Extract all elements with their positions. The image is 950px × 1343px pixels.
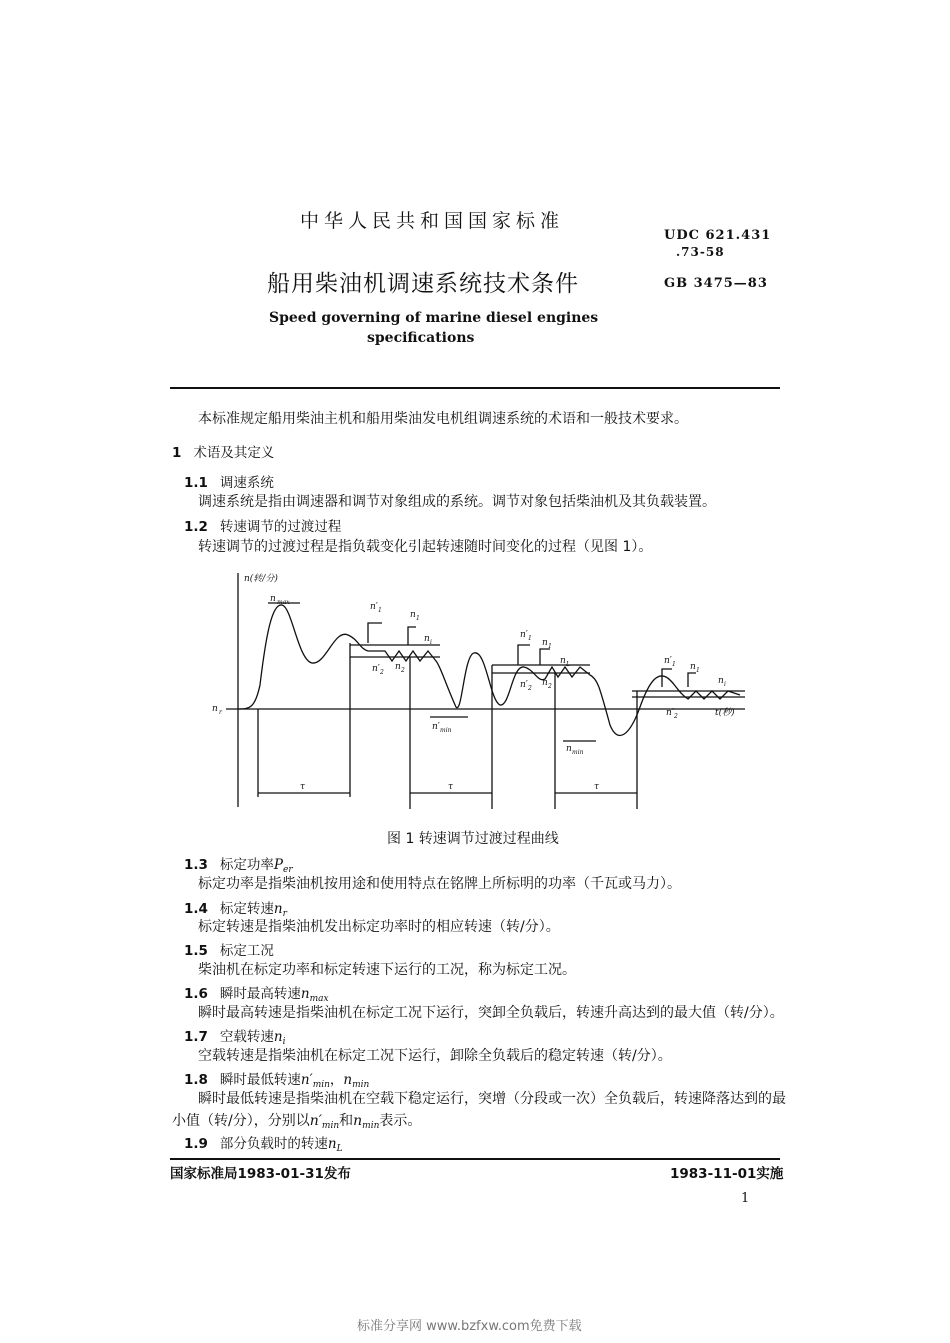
item-symbol-2: n: [343, 1072, 353, 1088]
tau-label-3: τ: [594, 782, 599, 792]
item-number: 1.9: [184, 1136, 208, 1152]
n1-prime-label-sub: 1: [378, 607, 382, 614]
item-symbol-sub: er: [283, 865, 293, 875]
tau-label-2: τ: [448, 782, 453, 792]
item-heading: [184, 982, 329, 1004]
n2-prime-label-2: n′: [520, 680, 528, 690]
item-symbol-sub: L: [336, 1144, 343, 1154]
n2-prime-label-sub: 2: [380, 669, 384, 676]
n1-prime-label-2-sub: 1: [528, 635, 532, 642]
item-symbol: n′: [300, 1072, 313, 1088]
nL-label: n: [560, 656, 566, 666]
n1-label-3-sub: 1: [696, 667, 700, 674]
item-title: 调速系统: [219, 475, 274, 491]
n2-prime-label-3-sub: 2: [674, 713, 678, 720]
item-inline-symbol-2-sub: min: [362, 1121, 380, 1131]
ni-label-2-sub: i: [724, 681, 726, 688]
n1-prime-label: n′: [370, 602, 378, 612]
item-text: 转速调节的过渡过程是指负载变化引起转速随时间变化的过程（见图 1）。: [198, 539, 653, 555]
item-number: 1.6: [184, 986, 208, 1002]
x-axis-label: t(秒): [715, 708, 735, 718]
item-number: 1.5: [184, 943, 208, 959]
item-symbol: P: [273, 857, 284, 873]
watermark-text: 标准分享网 www.bzfxw.com免费下载: [357, 1319, 582, 1334]
ni-label-2: n: [718, 676, 724, 686]
item-title: 标定功率: [219, 857, 274, 873]
item-title: 瞬时最高转速: [219, 986, 301, 1002]
item-text-part: 表示。: [379, 1113, 422, 1129]
item-text: 调速系统是指由调速器和调节对象组成的系统。调节对象包括柴油机及其负载装置。: [198, 494, 716, 510]
issued-date: 国家标准局1983-01-31发布: [170, 1166, 351, 1182]
n2-label-2: n: [542, 678, 548, 688]
item-heading: [184, 853, 293, 875]
item-heading: 1.8 瞬时最低转速$n'_{min}$，$n_{min}$: [184, 1072, 370, 1090]
item-heading: [184, 1025, 286, 1047]
item-text: 标定转速是指柴油机发出标定功率时的相应转速（转/分）。: [198, 919, 560, 935]
document-title-en: Speed governing of marine diesel engines: [269, 310, 599, 326]
item-inline-symbol-sub: min: [321, 1121, 340, 1131]
document-title-en-cont: specifications: [367, 330, 475, 346]
item-number: 1.3: [184, 857, 208, 873]
n1-label: n: [410, 610, 416, 620]
nmax-label: n: [270, 594, 276, 604]
n2-prime-label-2-sub: 2: [528, 685, 532, 692]
nmin-label: n: [566, 744, 572, 754]
item-heading: [184, 471, 274, 491]
n1-prime-label-3: n′: [664, 656, 672, 666]
item-text: 空载转速是指柴油机在标定工况下运行，卸除全负载后的稳定转速（转/分）。: [198, 1048, 672, 1064]
figure-caption: 图 1 转速调节过渡过程曲线: [387, 831, 559, 847]
item-symbol-sub: min: [312, 1080, 330, 1090]
n1-prime-label-2: n′: [520, 630, 528, 640]
nr-label-sub: r: [219, 709, 222, 716]
y-axis-label: n(转/分): [244, 574, 278, 584]
nmax-label-sub: max: [277, 599, 290, 606]
nmin-label-sub: min: [572, 749, 584, 756]
item-symbol-2-sub: min: [352, 1080, 370, 1090]
item-number: 1.7: [184, 1029, 208, 1045]
nr-label: n: [212, 704, 218, 714]
document-title-cn: 船用柴油机调速系统技术条件: [267, 271, 579, 297]
n1-label-2-sub: 1: [548, 643, 552, 650]
n1-label-2: n: [542, 638, 548, 648]
item-title: 标定工况: [219, 943, 274, 959]
item-text-cont: [172, 1110, 421, 1131]
item-symbol: n: [273, 1029, 283, 1045]
page-number: 1: [741, 1191, 750, 1206]
item-number: 1.1: [184, 475, 208, 491]
n2-prime-label: n′: [372, 664, 380, 674]
gb-number: GB 3475—83: [664, 276, 768, 291]
udc-code: UDC 621.431: [664, 228, 772, 243]
item-text-part: 小值（转/分），分别以: [172, 1113, 310, 1129]
item-symbol-sub: r: [282, 909, 287, 919]
nmin-prime-label-sub: min: [440, 727, 452, 734]
n1-label-3: n: [690, 662, 696, 672]
item-title: 转速调节的过渡过程: [219, 519, 342, 535]
effective-date: 1983-11-01实施: [670, 1166, 784, 1182]
n2-label-2-sub: 2: [548, 683, 552, 690]
item-number: 1.8: [184, 1072, 208, 1088]
item-number: 1.2: [184, 519, 208, 535]
ni-label: n: [424, 634, 430, 644]
item-text-part: 和: [339, 1113, 354, 1129]
n2-label-sub: 2: [401, 667, 405, 674]
item-text: 瞬时最低转速是指柴油机在空载下稳定运行，突增（分段或一次）全负载后，转速降落达到的最: [198, 1091, 786, 1107]
item-text: 柴油机在标定功率和标定转速下运行的工况，称为标定工况。: [198, 962, 576, 978]
item-title: 部分负载时的转速: [219, 1136, 328, 1152]
item-title: 瞬时最低转速: [219, 1072, 301, 1088]
item-number: 1.4: [184, 901, 208, 917]
udc-code-cont: .73-58: [676, 245, 725, 259]
transient-process-chart: [200, 565, 760, 815]
item-symbol-sub: i: [282, 1037, 286, 1047]
tau-label: τ: [300, 782, 305, 792]
item-symbol: n: [327, 1136, 337, 1152]
n2-label: n: [395, 662, 401, 672]
section-heading: [172, 441, 274, 461]
item-text: 瞬时最高转速是指柴油机在标定工况下运行，突卸全负载后，转速升高达到的最大值（转/分）。: [198, 1005, 784, 1021]
section-title: 术语及其定义: [193, 445, 275, 461]
item-inline-symbol-2: n: [353, 1113, 363, 1129]
n1-label-sub: 1: [416, 615, 420, 622]
n2-prime-label-3: n′: [666, 708, 674, 718]
item-text: 标定功率是指柴油机按用途和使用特点在铭牌上所标明的功率（千瓦或马力）。: [198, 876, 681, 892]
item-symbol-sub: max: [309, 994, 329, 1004]
item-inline-symbol: n′: [309, 1113, 322, 1129]
national-standard-heading: 中华人民共和国国家标准: [300, 210, 565, 232]
nL-label-sub: L: [566, 661, 570, 668]
item-title: 标定转速: [219, 901, 274, 917]
item-heading: [184, 939, 274, 959]
section-number: 1: [172, 445, 182, 461]
item-title: 空载转速: [219, 1029, 274, 1045]
item-symbol: n: [300, 986, 310, 1002]
nmin-prime-label: n′: [432, 722, 440, 732]
footer-rule: [170, 1158, 780, 1160]
n1-prime-label-3-sub: 1: [672, 661, 676, 668]
item-heading: [184, 515, 341, 535]
item-heading: [184, 1132, 343, 1154]
intro-paragraph: 本标准规定船用柴油主机和船用柴油发电机组调速系统的术语和一般技术要求。: [198, 411, 688, 427]
item-symbol: n: [273, 901, 283, 917]
speed-curve: [238, 605, 740, 736]
header-rule: [170, 387, 780, 389]
ni-label-sub: i: [430, 639, 432, 646]
